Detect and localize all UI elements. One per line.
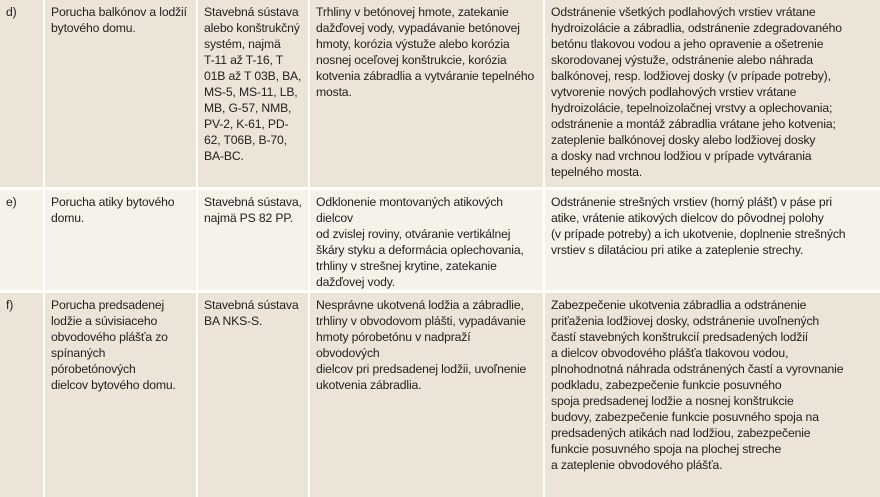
system-cell <box>197 189 309 292</box>
defects-text: Nesprávne ukotvená lodžia a zábradlie, trhliny v obvodovom plášti, vypadávanie hmoty pórobetónu v nadpraží obvodových dielcov pri predsadenej lodžii, uvoľnenie ukotvenia zábradlia. <box>316 297 537 393</box>
defects-cell <box>309 0 544 189</box>
row-id-cell <box>0 292 44 497</box>
table-row <box>0 189 880 292</box>
system-text: Stavebná sústava alebo konštrukčný systém, najmä T-11 až T-16, T 01B až T 03B, BA, MS-5, MS-11, LB, MB, G-57, NMB, PV-2, K-61, PD- 62, T06B, B-70, BA-BC. <box>204 4 302 164</box>
system-cell <box>197 0 309 189</box>
system-cell <box>197 292 309 497</box>
remedy-text: Odstránenie strešných vrstiev (horný plášť) v páse pri atike, vrátenie atikových dielcov do pôvodnej polohy (v prípade potreby) a ich ukotvenie, doplnenie strešných vrstiev s dilatáciou pri atike a zateplenie strechy. <box>551 194 874 258</box>
system-text: Stavebná sústava BA NKS-S. <box>204 297 302 329</box>
row-id-cell <box>0 189 44 292</box>
remedy-cell <box>544 292 880 497</box>
remedy-cell <box>544 189 880 292</box>
defects-cell <box>309 292 544 497</box>
problem-cell <box>44 0 197 189</box>
row-id: e) <box>6 194 37 210</box>
problem-cell <box>44 292 197 497</box>
table-row <box>0 292 880 497</box>
problem-cell <box>44 189 197 292</box>
row-id: f) <box>6 297 37 313</box>
remedy-cell <box>544 0 880 189</box>
defects-text: Odklonenie montovaných atikových dielcov od zvislej roviny, otváranie vertikálnej škáry styku a deformácia oplechovania, trhliny v strešnej krytine, zatekanie dažďovej vody. <box>316 194 537 290</box>
row-id: d) <box>6 4 37 20</box>
table-row <box>0 0 880 189</box>
remedy-text: Zabezpečenie ukotvenia zábradlia a odstránenie priťaženia lodžiovej dosky, odstránenie uvoľnených častí stavebných konštrukcií predsadených lodžií a dielcov obvodového plášťa tlakovou vodou, plnohodnotná náhrada odstránených častí a vyrovnanie podkladu, zabezpečenie funkcie posuvného spoja predsadenej lodžie a nosnej konštrukcie budovy, zabezpečenie funkcie posuvného spoja na predsadených atikách nad lodžiou, zabezpečenie funkcie posuvného spoja na plochej streche a zateplenie obvodového plášťa. <box>551 297 874 473</box>
system-text: Stavebná sústava, najmä PS 82 PP. <box>204 194 302 226</box>
defects-cell <box>309 189 544 292</box>
problem-text: Porucha predsadenej lodžie a súvisiaceho obvodového plášťa zo spínaných pórobetónových dielcov bytového domu. <box>51 297 190 393</box>
remedy-text: Odstránenie všetkých podlahových vrstiev vrátane hydroizolácie a zábradlia, odstránenie zdegradovaného betónu tlakovou vodou a jeho opravenie a ošetrenie skorodovanej výstuže, odstránenie alebo náhrada balkónovej, resp. lodžiovej dosky (v prípade potreby), vytvorenie nových podlahových vrstiev vrátane hydroizolácie, tepelnoizolačnej vrstvy a oplechovania; odstránenie a montáž zábradlia vrátane jeho kotvenia; zateplenie balkónovej dosky alebo lodžiovej dosky a dosky nad vrchnou lodžiou v prípade vytvárania tepelného mosta. <box>551 4 874 180</box>
problem-text: Porucha atiky bytového domu. <box>51 194 190 226</box>
problem-text: Porucha balkónov a lodžií bytového domu. <box>51 4 190 36</box>
row-id-cell <box>0 0 44 189</box>
defects-text: Trhliny v betónovej hmote, zatekanie dažďovej vody, vypadávanie betónovej hmoty, korózia výstuže alebo korózia nosnej oceľovej konštrukcie, korózia kotvenia zábradlia a vytváranie tepelného mosta. <box>316 4 537 100</box>
